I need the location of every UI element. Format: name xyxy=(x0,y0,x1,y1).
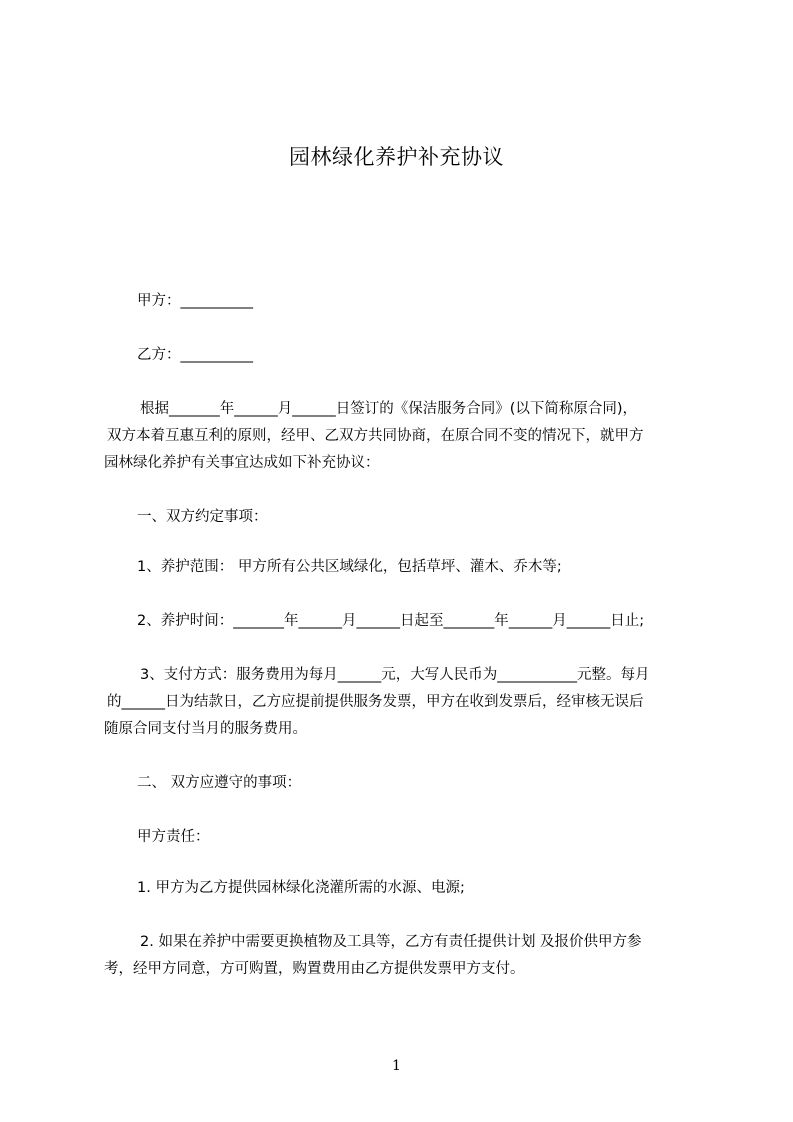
party-a-duties-heading: 甲方责任： xyxy=(137,829,210,845)
party-b-line: 乙方：__________ xyxy=(137,347,253,363)
intro-line-3: 园林绿化养护有关事宜达成如下补充协议： xyxy=(104,455,380,471)
party-a-line: 甲方：__________ xyxy=(137,293,253,309)
item1-scope: 1、养护范围： 甲方所有公共区域绿化，包括草坪、灌木、乔木等; xyxy=(137,559,562,575)
section1-heading: 一、双方约定事项： xyxy=(137,509,268,525)
item3-payment-line-1: 3、支付方式：服务费用为每月______元，大写人民币为___________元整。每月 xyxy=(140,667,650,683)
intro-line-1: 根据_______年______月______日签订的《保洁服务合同》(以下简称原合同)， xyxy=(140,401,638,417)
document-title: 园林绿化养护补充协议 xyxy=(289,145,504,169)
item3-payment-line-2: 的______日为结款日，乙方应提前提供服务发票，甲方在收到发票后，经审核无误后 xyxy=(107,694,644,710)
section2-heading: 二、 双方应遵守的事项： xyxy=(137,775,302,791)
duty-2-line-2: 考，经甲方同意，方可购置，购置费用由乙方提供发票甲方支付。 xyxy=(104,961,525,977)
intro-line-2: 双方本着互惠互利的原则，经甲、乙双方共同协商，在原合同不变的情况下，就甲方 xyxy=(107,428,644,444)
duty-2-line-1: 2. 如果在养护中需要更换植物及工具等，乙方有责任提供计划 及报价供甲方参 xyxy=(140,934,642,950)
duty-1: 1. 甲方为乙方提供园林绿化浇灌所需的水源、电源; xyxy=(137,880,465,896)
item2-period: 2、养护时间：_______年______月______日起至_______年______月______日止; xyxy=(137,613,645,629)
item3-payment-line-3: 随原合同支付当月的服务费用。 xyxy=(104,721,307,737)
page-number: 1 xyxy=(392,1058,401,1074)
